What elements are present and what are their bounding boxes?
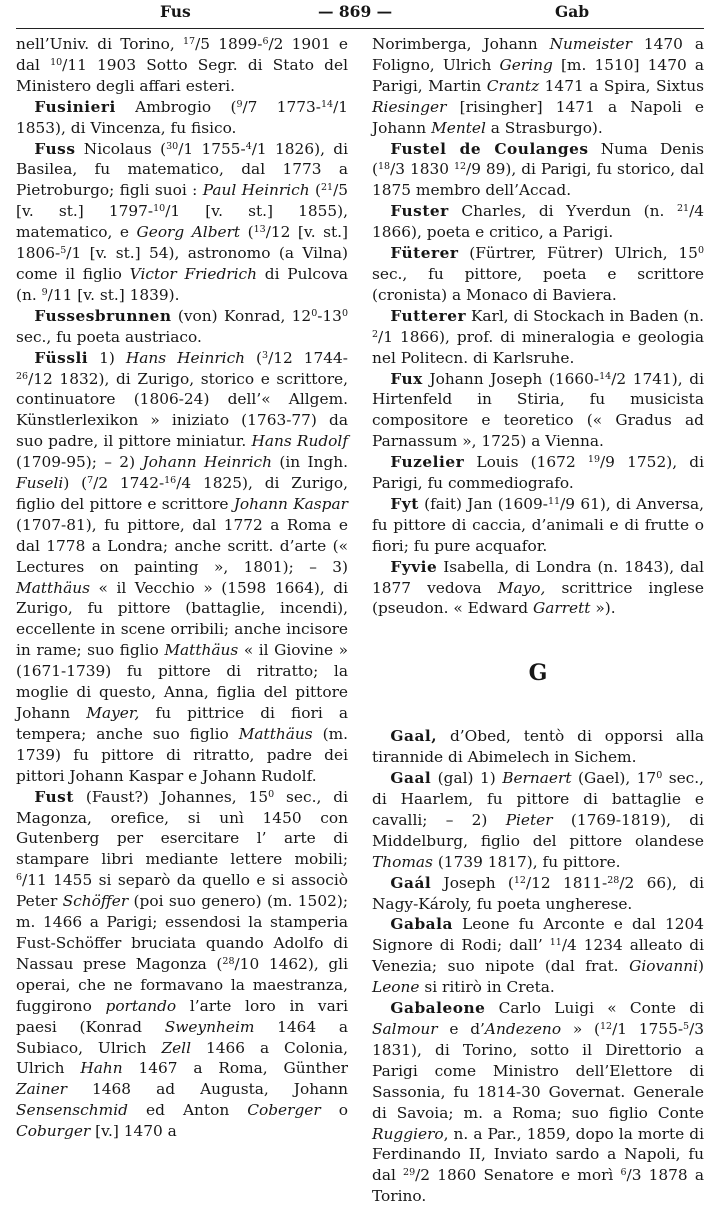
entry-text: Carlo Luigi « Conte di [485, 999, 704, 1018]
italic-text: Mayo, [497, 578, 546, 597]
entry-text: Charles, di Yverdun (n. [448, 202, 677, 221]
entry-text: [m. 1510] 1470 a Parigi, Martin [372, 55, 704, 95]
headword: Fyt [390, 494, 419, 513]
headword: Gabaleone [390, 999, 486, 1018]
entry-text: ( [245, 348, 263, 367]
entry-text: /2 1901 e dal [16, 35, 348, 74]
entry-text: /12 1832), di Zurigo, storico e scrittore, continuatore (1806-24) dell’« Allgem. Künstlerlexikon » iniziato (1763-77) da suo padre, il pittore miniatur. [16, 369, 348, 451]
running-head [16, 2, 704, 24]
superscript-day: 29 [403, 1167, 416, 1179]
superscript-day: 3 [262, 349, 269, 361]
entry-text: e d’ [437, 1019, 485, 1038]
italic-text: Thomas [372, 852, 433, 871]
entry-text: ) ( [63, 474, 88, 493]
superscript-day: 0 [311, 307, 318, 319]
headword: Gaál [390, 873, 432, 892]
entry-text: /5 [v. st.] 1797- [16, 181, 348, 221]
headword: Gaal, [390, 727, 438, 746]
entry-text: fu pittrice di fiori a tempera; anche suo figlio [16, 704, 348, 743]
page-number: — 869 — [318, 2, 393, 21]
entry-text: (Gael), 17 [571, 769, 657, 788]
entry-text: (1709-95); – 2) [16, 453, 143, 472]
entry-fussli [16, 348, 348, 787]
headword: Fux [390, 369, 423, 388]
italic-text: Leone [372, 978, 420, 997]
entry-fuss [16, 139, 348, 306]
entry-text: ( [309, 181, 321, 200]
superscript-day: 14 [320, 98, 334, 110]
entry-text: sec., fu pittore, poeta e scrittore (cronista) a Monaco di Baviera. [372, 264, 704, 304]
entry-fussesbrunnen [16, 306, 348, 348]
italic-text: Matthäus [16, 578, 90, 597]
entry-text: /11 1455 si separò da quello e si associò Peter [16, 871, 348, 911]
entry-text: /12 [v. st.] 1806- [16, 223, 348, 263]
italic-text: Zell [161, 1038, 191, 1057]
superscript-day: 19 [587, 454, 601, 466]
headword: Futterer [390, 306, 467, 325]
superscript-day: 9 [236, 98, 243, 110]
italic-text: Sweynheim [164, 1017, 255, 1036]
entry-text: sec., fu poeta austriaco. [16, 327, 202, 346]
entry-text: , n. a Par., 1859, dopo la morte di Ferdinando II, Inviato sardo a Napoli, fu dal [372, 1124, 704, 1185]
superscript-day: 0 [341, 307, 348, 319]
entry-text: sec., di Haarlem, fu pittore di battaglie e cavalli; – 2) [372, 769, 705, 829]
superscript-day: 14 [599, 370, 612, 382]
italic-text: Matthäus [238, 724, 313, 743]
entry-text: Leone fu Arconte e dal 1204 Signore di Rodi; dall’ [372, 915, 704, 955]
italic-text: Georg Albert [136, 223, 241, 242]
left-column [16, 34, 348, 1142]
entry-text: /1 1755- [178, 139, 246, 158]
superscript-day: 5 [683, 1020, 690, 1032]
entry-text: (gal) 1) [431, 769, 503, 788]
superscript-day: 11 [549, 937, 562, 949]
entry-futerer [372, 243, 704, 306]
entry-fustel [372, 139, 704, 202]
italic-text: Bernaert [502, 769, 572, 788]
entry-text: /4 1234 alleato di Venezia; suo nipote (dal frat. [372, 936, 705, 976]
entry-text: 1471 a Spira, Sixtus [539, 76, 704, 95]
two-column-body [16, 34, 704, 1207]
entry-text: 1470 a Foligno, Ulrich [372, 35, 704, 74]
superscript-day: 21 [676, 203, 690, 215]
headword: Füterer [390, 244, 459, 263]
entry-text: sec., di Magonza, orefice, si unì 1450 con Gutenberg per esercitare l’ arte di stampare libri mediante lettere mobili; [16, 787, 349, 869]
superscript-day: 0 [656, 770, 663, 782]
italic-text: Numeister [549, 35, 632, 53]
entry-text: /11 1903 Sotto Segr. di Stato del Ministero degli affari esteri. [16, 55, 348, 95]
italic-text: portando [105, 996, 177, 1015]
italic-text: Mayer, [86, 704, 140, 722]
entry-text: Karl, di Stockach in Baden (n. [466, 306, 704, 325]
entry-text: a Strasburgo). [485, 118, 603, 137]
superscript-day: 11 [548, 495, 561, 507]
italic-text: Riesinger [372, 97, 447, 116]
entry-text: (1769-1819), di Middelburg, figlio del pittore olandese [372, 810, 704, 850]
entry-text: 1) [88, 348, 126, 367]
entry-text: (in Ingh. [271, 453, 349, 472]
superscript-day: 18 [378, 161, 391, 173]
italic-text: Johann Kaspar [233, 494, 348, 513]
entry-gaal-obed [372, 726, 704, 768]
italic-text: Pieter [505, 810, 553, 829]
italic-text: Zainer [16, 1080, 68, 1099]
italic-text: Hans Rudolf [251, 432, 348, 451]
entry-text: /5 1899- [195, 35, 263, 53]
superscript-day: 30 [166, 140, 179, 152]
superscript-day: 5 [60, 245, 67, 257]
superscript-day: 2 [372, 328, 379, 340]
entry-text: /3 1878 a Torino. [372, 1166, 704, 1206]
superscript-day: 0 [268, 788, 275, 800]
entry-text: /10 1462), gli operai, che ne formavano la maestranza, fuggirono [16, 954, 348, 1015]
entry-text: -13 [317, 306, 342, 325]
entry-gabala [372, 914, 704, 998]
italic-text: Schöffer [62, 892, 129, 911]
entry-text: Ambrogio ( [115, 97, 237, 116]
entry-fyvie [372, 557, 704, 620]
entry-text: [risingher] 1471 a Napoli e Johann [372, 97, 704, 137]
entry-fust-cont [372, 34, 704, 139]
entry-text: /2 1741), di Hirtenfeld in Stiria, fu musicista compositore e teoretico (« Gradus ad Parnassum », 1725) a Vienna. [372, 369, 705, 451]
entry-text: /9 89), di Parigi, fu storico, dal 1875 membro dell’Accad. [372, 160, 704, 200]
entry-text: « il Giovine » (1671-1739) fu pittore di ritratto; la moglie di questo, Anna, figlia del pittore Johann [16, 641, 348, 722]
entry-fuster [372, 201, 704, 243]
italic-text: Hans Heinrich [125, 348, 246, 367]
superscript-day: 9 [41, 286, 48, 298]
italic-text: Salmour [372, 1019, 438, 1038]
superscript-day: 13 [253, 224, 266, 236]
entry-text: /9 1752), di Parigi, fu commediografo. [372, 453, 704, 493]
entry-text: Norimberga, Johann [372, 35, 550, 53]
headword: Fust [34, 787, 74, 806]
entry-fyt [372, 494, 704, 557]
entry-text: nell’Univ. di Torino, [16, 35, 183, 53]
entry-text: /9 61), di Anversa, fu pittore di caccia, d’animali e di frutte o fiori; fu pure acquafor. [372, 494, 704, 555]
entry-gabaleone [372, 998, 704, 1207]
entry-text: d’Obed, tentò di opporsi alla tirannide di Abimelech in Sichem. [372, 727, 704, 767]
entry-text: /12 1811- [525, 873, 608, 892]
entry-text: (von) Konrad, 12 [171, 306, 312, 325]
entry-text: /3 1830 [390, 160, 454, 179]
italic-text: Mentel [431, 118, 486, 137]
entry-text: (m. 1739) fu pittore di ritratto, padre dei pittori Johann Kaspar e Johann Rudolf. [16, 724, 348, 785]
entry-text: (fait) Jan (1609- [418, 494, 548, 513]
running-head-right-word: Gab [555, 2, 590, 21]
italic-text: Johann Heinrich [142, 453, 272, 472]
entry-fux [372, 369, 704, 453]
italic-text: Victor Friedrich [129, 264, 257, 283]
entry-futterer [372, 306, 704, 369]
entry-text: Joseph ( [431, 873, 514, 892]
entry-gaal-gal [372, 768, 704, 873]
headword: Gaal [390, 769, 432, 788]
entry-text: /2 1860 Senatore e morì [415, 1166, 621, 1185]
entry-text: /7 1773- [242, 97, 321, 116]
italic-text: Crantz [486, 76, 540, 95]
entry-text: o [320, 1101, 348, 1120]
superscript-day: 6 [262, 36, 269, 47]
superscript-day: 17 [182, 36, 196, 47]
italic-text: Giovanni [629, 957, 698, 976]
superscript-day: 28 [222, 955, 235, 967]
entry-fusinieri [16, 97, 348, 139]
entry-fust [16, 787, 348, 1142]
entry-text: Nicolaus ( [75, 139, 167, 158]
superscript-day: 21 [320, 182, 334, 194]
entry-text: Isabella, di Londra (n. 1843), dal 1877 vedova [372, 557, 704, 597]
italic-text: Andezeno [484, 1019, 562, 1038]
entry-text: l’arte loro in vari paesi (Konrad [16, 996, 348, 1036]
entry-text: Johann Joseph (1660- [422, 369, 600, 388]
header-rule [16, 28, 704, 29]
superscript-day: 4 [245, 140, 252, 152]
entry-text: 1468 ad Augusta, Johann [67, 1080, 348, 1099]
entry-text: di Pulcova (n. [16, 264, 349, 304]
entry-text: 1467 a Roma, Günther [122, 1059, 348, 1078]
entry-text: (poi suo genero) (m. 1502); m. 1466 a Parigi; essendosi la stamperia Fust-Schöffer bruciata quando Adolfo di Nassau prese Magonza ( [16, 892, 348, 973]
italic-text: Paul Heinrich [202, 181, 310, 200]
entry-text: /1 1826), di Basilea, fu matematico, dal 1773 a Pietroburgo; figli suoi : [16, 139, 349, 200]
superscript-day: 7 [87, 475, 94, 487]
italic-text: Coburger [16, 1122, 91, 1141]
entry-gaal-joseph [372, 873, 704, 915]
italic-text: Sensenschmid [16, 1101, 128, 1120]
headword: Fusinieri [34, 97, 116, 116]
section-letter-heading: G [528, 660, 548, 687]
entry-text: ( [240, 223, 254, 242]
entry-fuzelier [372, 452, 704, 494]
right-column [372, 34, 704, 1207]
headword: Fustel de Coulanges [390, 139, 589, 158]
superscript-day: 16 [164, 475, 177, 487]
entry-text: /2 1742- [93, 474, 165, 493]
headword: Füssli [34, 348, 89, 367]
headword: Fuss [34, 139, 76, 158]
superscript-day: 6 [16, 872, 23, 884]
entry-text: /4 1866), poeta e critico, a Parigi. [372, 202, 704, 242]
entry-text: /1 [v. st.] 1855), matematico, e [16, 202, 348, 242]
italic-text: Gering [499, 55, 553, 74]
entry-text: /1 [v. st.] 54), astronomo (a Vilna) come il figlio [16, 244, 348, 283]
headword: Fuster [390, 202, 449, 221]
entry-text: /1 1866), prof. di mineralogia e geologia nel Politecn. di Karlsruhe. [372, 327, 704, 367]
entry-text: /12 1744- [268, 348, 348, 367]
entry-text: /4 1825), di Zurigo, figlio del pittore e scrittore [16, 474, 348, 513]
italic-text: Garrett [532, 599, 591, 618]
headword: Fyvie [390, 557, 438, 576]
entry-text: (Fürtrer, Fütrer) Ulrich, 15 [458, 244, 698, 263]
headword: Fuzelier [390, 453, 465, 472]
entry-text: (Faust?) Johannes, 15 [73, 787, 269, 806]
entry-text: /1 1755- [612, 1019, 684, 1038]
entry-text: (1707-81), fu pittore, dal 1772 a Roma e dal 1778 a Londra; anche scritt. d’arte (« Lectures on painting », 1801); – 3) [16, 515, 348, 576]
superscript-day: 28 [607, 874, 620, 886]
superscript-day: 12 [513, 874, 526, 886]
italic-text: Ruggiero [372, 1124, 444, 1143]
entry-text: 1466 a Colonia, Ulrich [16, 1038, 348, 1078]
superscript-day: 6 [620, 1167, 627, 1179]
entry-text: Louis (1672 [464, 453, 588, 472]
italic-text: Hahn [80, 1059, 123, 1078]
superscript-day: 12 [599, 1020, 613, 1032]
entry-text: « il Vecchio » (1598 1664), di Zurigo, fu pittore (battaglie, incendi), eccellente in scene orribili; anche incisore in rame; suo figlio [16, 578, 348, 660]
entry-text: si ritirò in Creta. [419, 978, 555, 997]
entry-text: /11 [v. st.] 1839). [47, 285, 180, 304]
entry-text: [v.] 1470 a [90, 1122, 177, 1141]
entry-text: /3 1831), di Torino, sotto il Direttorio a Parigi come Ministro dell’Elettore di Sassonia, fu 1814-30 Governat. Generale di Savoia; m. a Roma; suo figlio Conte [372, 1019, 704, 1122]
entry-text: » ( [561, 1019, 600, 1038]
headword: Fussesbrunnen [34, 306, 172, 325]
italic-text: Fuseli [16, 474, 64, 493]
entry-text: ed Anton [127, 1101, 248, 1120]
running-head-left-word: Fus [160, 2, 191, 21]
superscript-day: 12 [453, 161, 467, 173]
entry-text: /1 1853), di Vincenza, fu fisico. [16, 97, 349, 137]
entry-text: 1464 a Subiaco, Ulrich [16, 1017, 348, 1057]
italic-text: Coberger [247, 1101, 321, 1120]
entry-text: »). [590, 599, 616, 618]
right-column-f-entries [372, 34, 704, 619]
superscript-day: 0 [697, 245, 704, 257]
superscript-day: 10 [50, 56, 63, 68]
entry-fusinato-cont [16, 34, 348, 97]
entry-text: ) [698, 957, 704, 976]
entry-text: scrittrice inglese (pseudon. « Edward [372, 578, 704, 618]
superscript-day: 26 [16, 370, 29, 382]
entry-text: (1739 1817), fu pittore. [432, 852, 621, 871]
italic-text: Matthäus [164, 641, 239, 660]
superscript-day: 10 [153, 203, 166, 215]
entry-text: Numa Denis ( [372, 139, 704, 179]
right-column-g-entries [372, 726, 704, 1207]
headword: Gabala [390, 915, 453, 934]
entry-text: /2 66), di Nagy-Károly, fu poeta ungherese. [372, 873, 704, 913]
